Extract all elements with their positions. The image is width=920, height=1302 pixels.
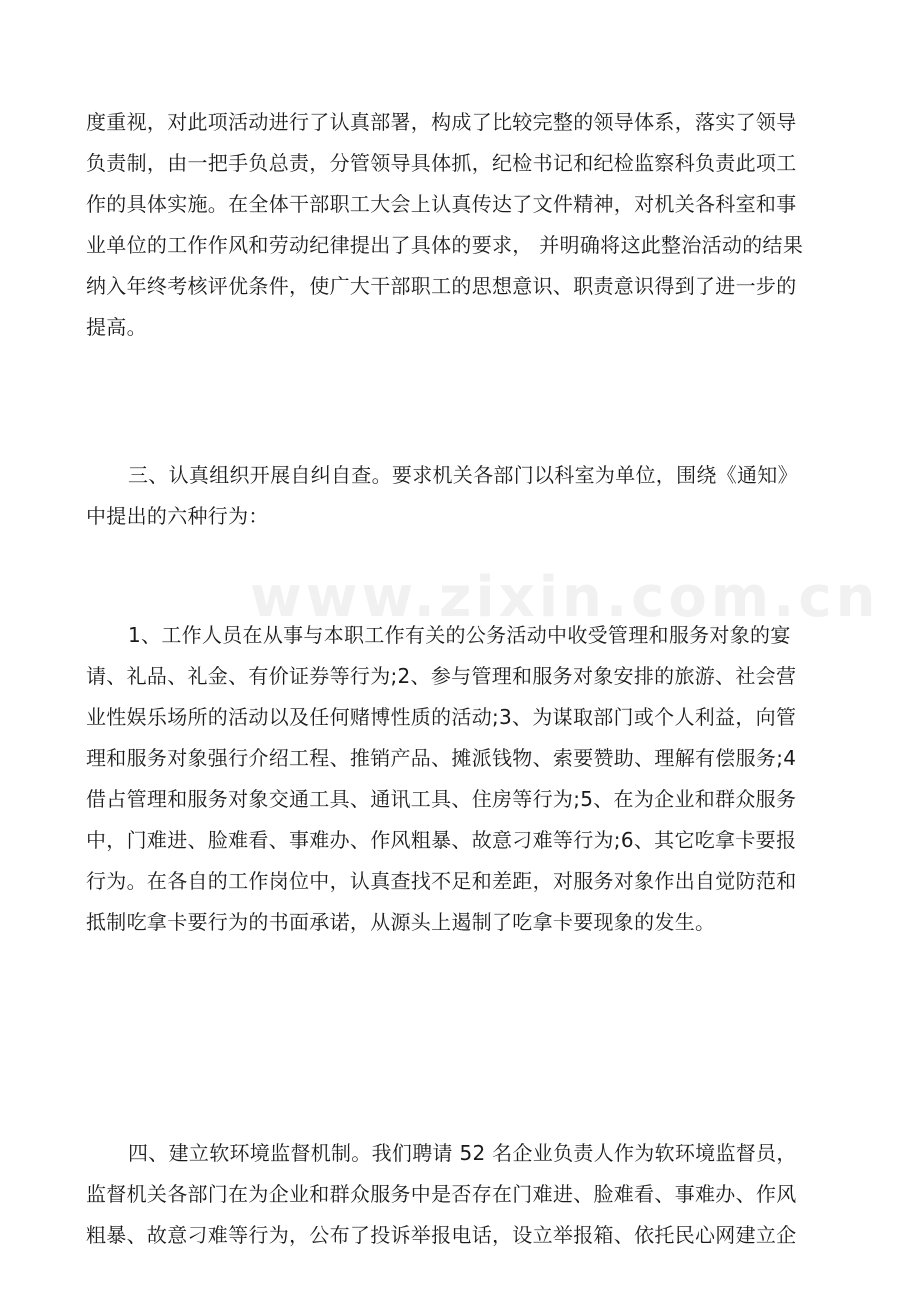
text-line: 负责制，由一把手负总责，分管领导具体抓，纪检书记和纪检监察科负责此项工 [86, 151, 797, 175]
text-line: 提高。 [86, 315, 147, 339]
text-line: 请、礼品、礼金、有价证券等行为;2、参与管理和服务对象安排的旅游、社会营 [86, 664, 797, 688]
text-line: 四、建立软环境监督机制。我们聘请 52 名企业负责人作为软环境监督员， [128, 1141, 797, 1165]
text-line: 粗暴、故意刁难等行为，公布了投诉举报电话，设立举报箱、依托民心网建立企 [86, 1223, 797, 1247]
text-line: 监督机关各部门在为企业和群众服务中是否存在门难进、脸难看、事难办、作风 [86, 1182, 797, 1206]
text-line: 抵制吃拿卡要行为的书面承诺，从源头上遏制了吃拿卡要现象的发生。 [86, 910, 716, 934]
paragraph-supervision-mechanism [86, 1133, 846, 1256]
paragraph-leadership [86, 102, 846, 348]
text-line: 1、工作人员在从事与本职工作有关的公务活动中收受管理和服务对象的宴 [128, 623, 791, 647]
text-line: 理和服务对象强行介绍工程、推销产品、摊派钱物、索要赞助、理解有偿服务;4 [86, 746, 797, 770]
text-line: 作的具体实施。在全体干部职工大会上认真传达了文件精神，对机关各科室和事 [86, 192, 797, 216]
text-line: 业单位的工作作风和劳动纪律提出了具体的要求， 并明确将这此整治活动的结果 [86, 233, 804, 257]
text-line: 借占管理和服务对象交通工具、通讯工具、住房等行为;5、在为企业和群众服务 [86, 787, 797, 811]
paragraph-self-inspection [86, 455, 846, 537]
text-line: 中，门难进、脸难看、事难办、作风粗暴、故意刁难等行为;6、其它吃拿卡要报 [86, 828, 797, 852]
text-line: 行为。在各自的工作岗位中，认真查找不足和差距，对服务对象作出自觉防范和 [86, 869, 797, 893]
watermark: www.zixin.com.cn [250, 565, 880, 630]
text-line: 度重视，对此项活动进行了认真部署，构成了比较完整的领导体系，落实了领导 [86, 110, 797, 134]
paragraph-six-behaviors [86, 615, 846, 943]
text-line: 三、认真组织开展自纠自查。要求机关各部门以科室为单位，围绕《通知》 [128, 463, 798, 487]
text-line: 业性娱乐场所的活动以及任何赌博性质的活动;3、为谋取部门或个人利益，向管 [86, 705, 797, 729]
text-line: 纳入年终考核评优条件，使广大干部职工的思想意识、职责意识得到了进一步的 [86, 274, 797, 298]
text-line: 中提出的六种行为： [86, 504, 269, 528]
